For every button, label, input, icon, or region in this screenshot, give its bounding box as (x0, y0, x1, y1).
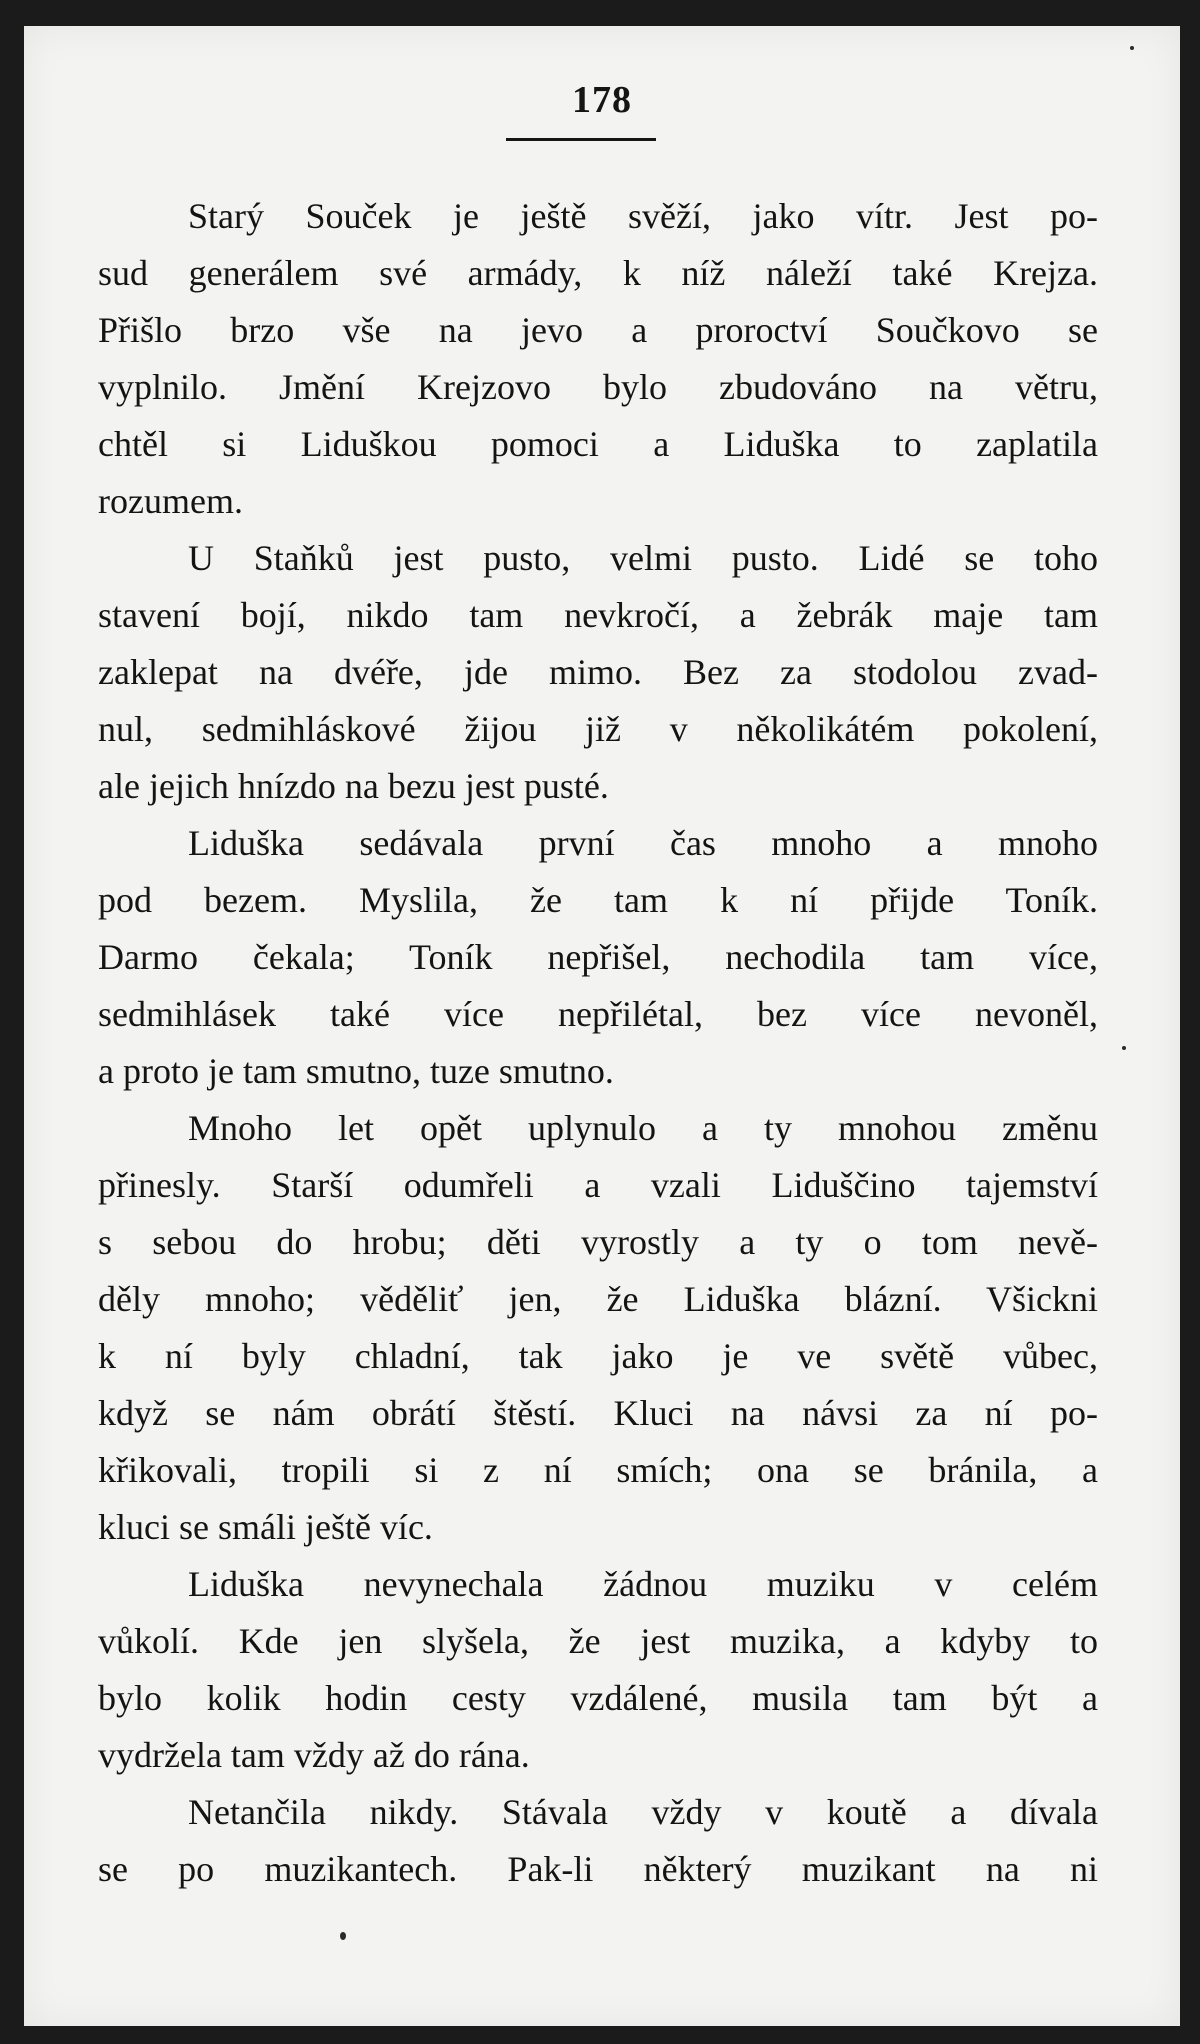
text-line: chtěl si Liduškou pomoci a Liduška to zaplatila (98, 424, 1098, 464)
text-line: bylo kolik hodin cesty vzdálené, musila tam být a (98, 1678, 1098, 1718)
text-line: vyplnilo. Jmění Krejzovo bylo zbudováno na větru, (98, 367, 1098, 407)
text-line: vůkolí. Kde jen slyšela, že jest muzika, a kdyby to (98, 1621, 1098, 1661)
text-line: přinesly. Starší odumřeli a vzali Liduščino tajemství (98, 1165, 1098, 1205)
text-line: U Staňků jest pusto, velmi pusto. Lidé se toho (188, 538, 1098, 578)
text-line: sud generálem své armády, k níž náleží také Krejza. (98, 253, 1098, 293)
text-line: vydržela tam vždy až do rána. (98, 1735, 530, 1775)
page-number-rule (506, 138, 656, 141)
text-line: Starý Souček je ještě svěží, jako vítr. Jest po- (188, 196, 1098, 236)
text-line: Přišlo brzo vše na jevo a proroctví Součkovo se (98, 310, 1098, 350)
text-line: nul, sedmihláskové žijou již v několikátém pokolení, (98, 709, 1098, 749)
text-line: rozumem. (98, 481, 243, 521)
text-line: Mnoho let opět uplynulo a ty mnohou změnu (188, 1108, 1098, 1148)
text-line: křikovali, tropili si z ní smích; ona se bránila, a (98, 1450, 1098, 1490)
text-line: Liduška sedávala první čas mnoho a mnoho (188, 823, 1098, 863)
text-line: zaklepat na dvéře, jde mimo. Bez za stodolou zvad- (98, 652, 1098, 692)
text-line: ale jejich hnízdo na bezu jest pusté. (98, 766, 609, 806)
print-speck (1130, 46, 1134, 50)
page-number: 178 (572, 79, 632, 121)
text-line: stavení bojí, nikdo tam nevkročí, a žebrák maje tam (98, 595, 1098, 635)
print-speck (1122, 1046, 1126, 1050)
print-speck (340, 1932, 346, 1940)
text-line: Liduška nevynechala žádnou muziku v celém (188, 1564, 1098, 1604)
text-line: Darmo čekala; Toník nepřišel, nechodila tam více, (98, 937, 1098, 977)
text-line: k ní byly chladní, tak jako je ve světě vůbec, (98, 1336, 1098, 1376)
body-text (98, 188, 1098, 1898)
text-line: se po muzikantech. Pak-li některý muzikant na ni (98, 1849, 1098, 1889)
book-page (24, 26, 1180, 2026)
text-line: kluci se smáli ještě víc. (98, 1507, 433, 1547)
text-line: když se nám obrátí štěstí. Kluci na návsi za ní po- (98, 1393, 1098, 1433)
text-line: sedmihlásek také více nepřilétal, bez více nevoněl, (98, 994, 1098, 1034)
text-line: a proto je tam smutno, tuze smutno. (98, 1051, 614, 1091)
text-line: děly mnoho; věděliť jen, že Liduška blázní. Všickni (98, 1279, 1098, 1319)
text-line: Netančila nikdy. Stávala vždy v koutě a dívala (188, 1792, 1098, 1832)
text-line: s sebou do hrobu; děti vyrostly a ty o tom nevě- (98, 1222, 1098, 1262)
text-line: pod bezem. Myslila, že tam k ní přijde Toník. (98, 880, 1098, 920)
